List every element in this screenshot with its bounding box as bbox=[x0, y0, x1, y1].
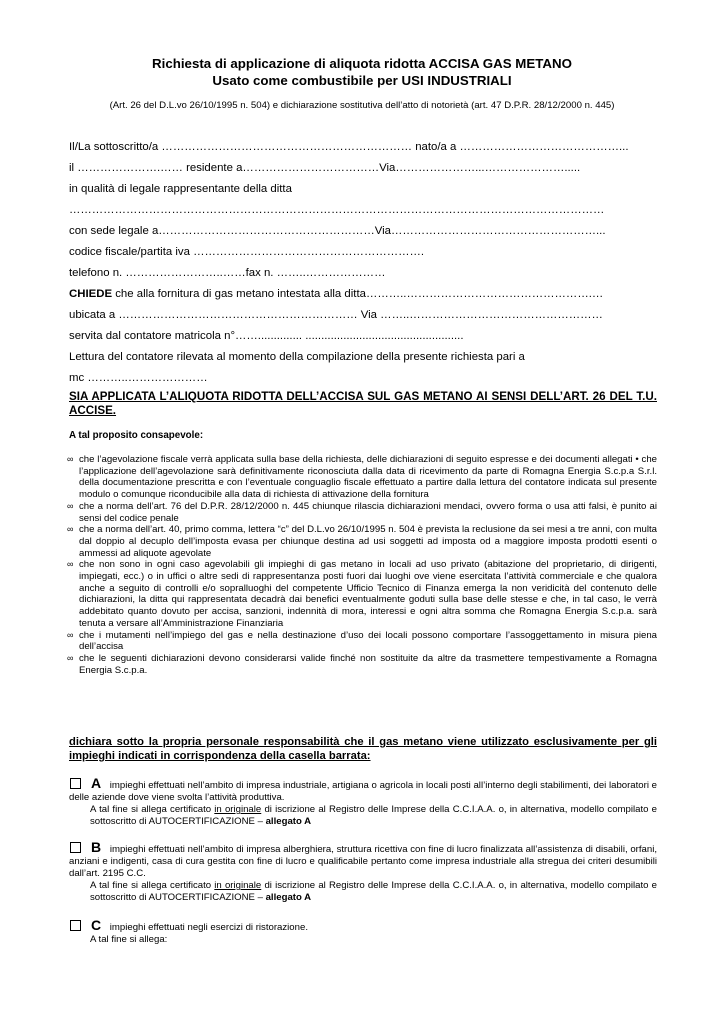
field-sede-legale[interactable]: con sede legale a…………………………………………………Via………………………………………………... bbox=[69, 225, 606, 237]
document-title-line2: Usato come combustibile per USI INDUSTRIALI bbox=[212, 73, 512, 88]
option-b-text: impieghi effettuati nell’ambito di impresa alberghiera, struttura ricettiva con fine di lucro finalizzata all’assistenza di disabili, orfani, anziani e indigenti, casa di cura gestita con fine di lucro e qualificabile pertanto come impresa industriale alla stregua dei criteri desumibili dall’art. 2195 C.C. bbox=[69, 844, 657, 879]
field-telefono-fax[interactable]: telefono n. ……………………..……fax n. ……..………………… bbox=[69, 267, 386, 279]
field-sottoscritto[interactable]: Il/La sottoscritto/a ………………………………………………………… nato/a a ……………………………………... bbox=[69, 141, 629, 153]
option-a-allega: A tal fine si allega certificato in originale di iscrizione al Registro delle Imprese della C.C.I.A.A. o, in alternativa, modello compilato e sottoscritto di AUTOCERTIFICAZIONE – allegato A bbox=[90, 804, 657, 827]
option-c-allega: A tal fine si allega: bbox=[90, 934, 168, 945]
option-c bbox=[69, 919, 657, 946]
list-item: ∞ che l’agevolazione fiscale verrà applicata sulla base della richiesta, delle dichiarazioni di seguito espresse e dei documenti allegati • che l’applicazione dell’agevolazione sarà definitivamente riconosciuta dalla data di ricevimento da parte di Romagna Energia S.c.p.a S.r.l. della documentazione prescritta e con l’eventuale conguaglio fiscale effettuato a partire dalla lettura del contatore indicata sul presente modulo o comunque riconducibile alla data di richiesta di attivazione della fornitura bbox=[67, 454, 657, 501]
field-ditta[interactable]: …………………………………………………………………………………………………………………………… bbox=[69, 204, 605, 216]
a-tal-proposito-label: A tal proposito consapevole: bbox=[69, 430, 204, 441]
chiede-text: che alla fornitura di gas metano intestata alla ditta………..………………………………………….… bbox=[112, 288, 604, 300]
infinity-bullet-icon: ∞ bbox=[67, 629, 74, 640]
option-c-text: impieghi effettuati negli esercizi di ristorazione. bbox=[107, 922, 308, 933]
chiede-keyword: CHIEDE bbox=[69, 288, 113, 300]
document-title: Richiesta di applicazione di aliquota ridotta ACCISA GAS METANO bbox=[152, 56, 572, 71]
field-contatore-matricola[interactable]: servita dal contatore matricola n°…….............. .................................................. bbox=[69, 330, 464, 342]
option-b-allega: A tal fine si allega certificato in originale di iscrizione al Registro delle Imprese della C.C.I.A.A. o, in alternativa, modello compilato e sottoscritto di AUTOCERTIFICAZIONE – allegato A bbox=[90, 880, 657, 903]
consapevole-list bbox=[69, 454, 657, 676]
list-item: ∞ che non sono in ogni caso agevolabili gli impieghi di gas metano in locali ad uso privato (abitazione del proprietario, di dirigenti, impiegati, ecc.) o in uffici o altre sedi di rappresentanza posti fuori dai luoghi ove viene esercitata l’attività commerciale e che qualora anche a seguito di controlli e/o sopralluoghi del competente Ufficio Tecnico di Finanza emerga la non veridicità del contenuto delle dichiarazioni, la ditta qui rappresentata decadrà dai benefici eventualmente goduti sulla base delle stesse e che, in tal caso, le verrà addebitato quanto dovuto per accisa, sanzioni, indennità di mora, interessi e ogni altra somma che Romagna Energia S.c.p.a. sarà tenuta a versare all’Amministrazione Finanziaria bbox=[67, 559, 657, 629]
list-item: ∞ che le seguenti dichiarazioni devono considerarsi valide finché non sostituite da altre da trasmettere tempestivamente a Romagna Energia S.c.p.a. bbox=[67, 652, 657, 676]
list-item: ∞ che a norma dell’art. 76 del D.P.R. 28/12/2000 n. 445 chiunque rilascia dichiarazioni mendaci, ovvero forma o usa atti falsi, è punito ai sensi del codice penale bbox=[67, 500, 657, 524]
option-b-letter: B bbox=[91, 839, 102, 855]
option-c-checkbox[interactable] bbox=[70, 920, 81, 931]
option-c-letter: C bbox=[91, 917, 102, 933]
list-item: ∞ che a norma dell’art. 40, primo comma, lettera “c” del D.L.vo 26/10/1995 n. 504 è prevista la reclusione da sei mesi a tre anni, con multa dal doppio al decuplo dell’imposta evasa per chiunque destina ad usi soggetti ad imposta od a maggiore imposta prodotti esenti o ammessi ad aliquote agevolate bbox=[67, 524, 657, 559]
infinity-bullet-icon: ∞ bbox=[67, 652, 74, 663]
option-a-checkbox[interactable] bbox=[70, 778, 81, 789]
option-a-letter: A bbox=[91, 775, 102, 791]
field-codice-fiscale[interactable]: codice fiscale/partita iva ……………………………………………………. bbox=[69, 246, 425, 258]
field-mc[interactable]: mc ………..………………… bbox=[69, 372, 208, 384]
list-item: ∞ che i mutamenti nell’impiego del gas e nella destinazione d’uso dei locali possono comportare l’assoggettamento in misura piena dell’accisa bbox=[67, 629, 657, 653]
document-subtitle: (Art. 26 del D.L.vo 26/10/1995 n. 504) e dichiarazione sostitutiva dell’atto di notorietà (art. 47 D.P.R. 28/12/2000 n. 445) bbox=[109, 100, 615, 111]
infinity-bullet-icon: ∞ bbox=[67, 524, 74, 535]
option-b-checkbox[interactable] bbox=[70, 842, 81, 853]
sia-applicata-heading: SIA APPLICATA L’ALIQUOTA RIDOTTA DELL’ACCISA SUL GAS METANO AI SENSI DELL’ART. 26 DEL T.U. ACCISE. bbox=[69, 390, 657, 417]
infinity-bullet-icon: ∞ bbox=[67, 454, 74, 464]
infinity-bullet-icon: ∞ bbox=[67, 559, 74, 570]
option-b bbox=[69, 841, 657, 904]
dichiara-heading: dichiara sotto la propria personale responsabilità che il gas metano viene utilizzato esclusivamente per gli impieghi indicati in corrispondenza della casella barrata: bbox=[69, 736, 657, 762]
option-a bbox=[69, 777, 657, 828]
option-a-text: impieghi effettuati nell’ambito di impresa industriale, artigiana o agricola in locali posti all’interno degli stabilimenti, dei laboratori e delle aziende dove viene svolta l’attività produttiva. bbox=[69, 780, 657, 803]
field-chiede-ditta[interactable] bbox=[69, 287, 659, 301]
label-lettura-contatore: Lettura del contatore rilevata al momento della compilazione della presente richiesta pari a bbox=[69, 351, 525, 363]
infinity-bullet-icon: ∞ bbox=[67, 500, 74, 511]
label-legale-rappresentante: in qualità di legale rappresentante della ditta bbox=[69, 183, 292, 195]
field-ubicata[interactable]: ubicata a ……………………………………………………… Via ……..…………………………………………… bbox=[69, 309, 603, 321]
field-residenza[interactable]: il ………………….…… residente a………………………………Via…………………...…………………..... bbox=[69, 162, 581, 174]
